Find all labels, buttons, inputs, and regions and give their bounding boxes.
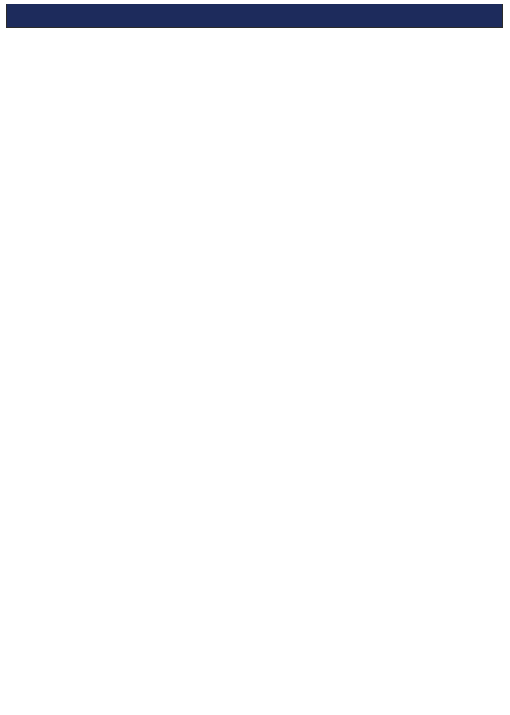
staff-directory — [6, 4, 503, 28]
section-header — [6, 4, 503, 28]
